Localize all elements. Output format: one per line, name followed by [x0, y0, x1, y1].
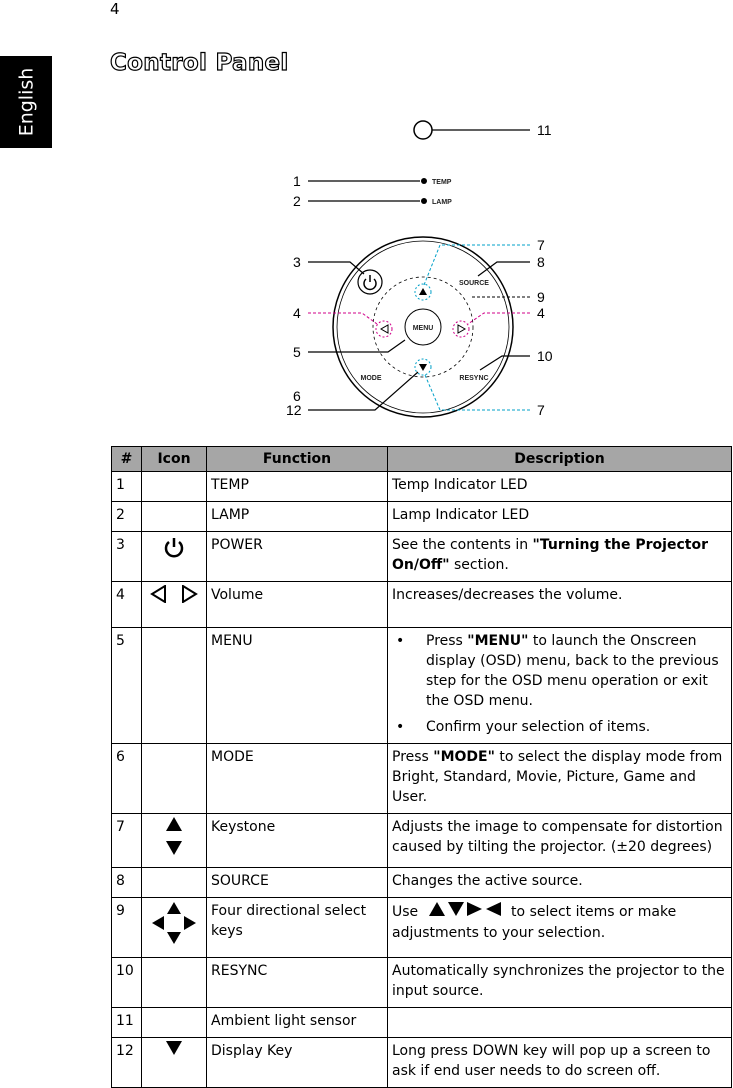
row-description: See the contents in "Turning the Projector On/Off" section. [388, 532, 732, 582]
row-description: Temp Indicator LED [388, 472, 732, 502]
row-icon [142, 814, 207, 868]
callout-4-right: 4 [537, 305, 545, 321]
callout-8: 8 [537, 254, 545, 270]
row-description: Lamp Indicator LED [388, 502, 732, 532]
row-function: Display Key [207, 1038, 388, 1088]
row-function: Volume [207, 582, 388, 628]
callout-12: 12 [286, 402, 302, 418]
header-icon: Icon [142, 447, 207, 472]
row-icon [142, 502, 207, 532]
callout-1: 1 [293, 173, 301, 189]
table-row [112, 868, 732, 898]
row-function: TEMP [207, 472, 388, 502]
temp-led-icon [421, 178, 427, 184]
callout-3: 3 [293, 254, 301, 270]
header-function: Function [207, 447, 388, 472]
row-function: RESYNC [207, 958, 388, 1008]
link-turning-on-off[interactable]: "Turning the Projector On/Off" [392, 537, 708, 573]
row-description: Long press DOWN key will pop up a screen to ask if end user needs to do screen off. [388, 1038, 732, 1088]
row-num: 5 [112, 628, 142, 744]
header-description: Description [388, 447, 732, 472]
up-down-arrows-icon [146, 817, 202, 861]
row-num: 11 [112, 1008, 142, 1038]
row-num: 9 [112, 898, 142, 958]
table-header-row [112, 447, 732, 472]
lamp-panel-label: LAMP [432, 199, 452, 206]
row-num: 4 [112, 582, 142, 628]
row-num: 1 [112, 472, 142, 502]
temp-panel-label: TEMP [432, 179, 452, 186]
row-description: Changes the active source. [388, 868, 732, 898]
control-panel-table [111, 446, 732, 1088]
list-item: • Press "MENU" to launch the Onscreen display (OSD) menu, back to the previous step for the OSD menu operation or exit the OSD menu. [392, 631, 727, 711]
resync-panel-label: RESYNC [459, 375, 489, 382]
mode-panel-label: MODE [360, 375, 382, 382]
row-description: Press "MODE" to select the display mode from Bright, Standard, Movie, Picture, Game and User. [388, 744, 732, 814]
row-function: MENU [207, 628, 388, 744]
row-function: Ambient light sensor [207, 1008, 388, 1038]
page-title: Control Panel [110, 50, 289, 76]
row-function: SOURCE [207, 868, 388, 898]
row-num: 10 [112, 958, 142, 1008]
lamp-led-icon [421, 198, 427, 204]
table-row [112, 1038, 732, 1088]
callout-2: 2 [293, 193, 301, 209]
row-icon [142, 532, 207, 582]
row-icon [142, 628, 207, 744]
row-icon [142, 958, 207, 1008]
callout-6: 6 [293, 388, 301, 404]
table-row [112, 582, 732, 628]
inline-arrows-icon [427, 901, 503, 923]
row-num: 12 [112, 1038, 142, 1088]
callout-4-left: 4 [293, 305, 301, 321]
callout-7-bottom: 7 [537, 402, 545, 418]
row-icon [142, 472, 207, 502]
list-item: • Confirm your selection of items. [392, 717, 727, 737]
row-icon [142, 1008, 207, 1038]
table-row [112, 532, 732, 582]
row-function: Keystone [207, 814, 388, 868]
row-description: Use to select items or make adjustments to your selection. [388, 898, 732, 958]
table-row [112, 1008, 732, 1038]
row-description: Increases/decreases the volume. [388, 582, 732, 628]
row-icon [142, 582, 207, 628]
row-function: MODE [207, 744, 388, 814]
row-icon [142, 898, 207, 958]
row-description: Adjusts the image to compensate for distortion caused by tilting the projector. (±20 degrees) [388, 814, 732, 868]
row-icon [142, 1038, 207, 1088]
row-description [388, 1008, 732, 1038]
row-description [388, 628, 732, 744]
row-num: 2 [112, 502, 142, 532]
language-tab-label: English [15, 67, 38, 137]
down-arrow-icon [166, 1041, 182, 1055]
ambient-sensor-icon [414, 121, 432, 139]
row-icon [142, 868, 207, 898]
table-row [112, 472, 732, 502]
table-row [112, 898, 732, 958]
row-function: Four directional select keys [207, 898, 388, 958]
row-function: LAMP [207, 502, 388, 532]
power-icon [162, 535, 186, 559]
menu-panel-label: MENU [412, 325, 434, 332]
table-row [112, 958, 732, 1008]
table-row [112, 628, 732, 744]
callout-7-top: 7 [537, 237, 545, 253]
control-panel-diagram [0, 0, 733, 440]
row-icon [142, 744, 207, 814]
callout-11: 11 [537, 122, 552, 138]
callout-5: 5 [293, 344, 301, 360]
source-panel-label: SOURCE [459, 280, 489, 287]
callout-9: 9 [537, 289, 545, 305]
callout-10: 10 [537, 348, 553, 364]
row-num: 3 [112, 532, 142, 582]
table-row [112, 744, 732, 814]
four-direction-arrows-icon [151, 901, 197, 945]
table-row [112, 502, 732, 532]
page-number: 4 [110, 0, 120, 18]
row-description: Automatically synchronizes the projector to the input source. [388, 958, 732, 1008]
table-row [112, 814, 732, 868]
row-num: 6 [112, 744, 142, 814]
row-function: POWER [207, 532, 388, 582]
row-num: 8 [112, 868, 142, 898]
header-num: # [112, 447, 142, 472]
left-right-arrows-icon [149, 591, 199, 607]
row-num: 7 [112, 814, 142, 868]
